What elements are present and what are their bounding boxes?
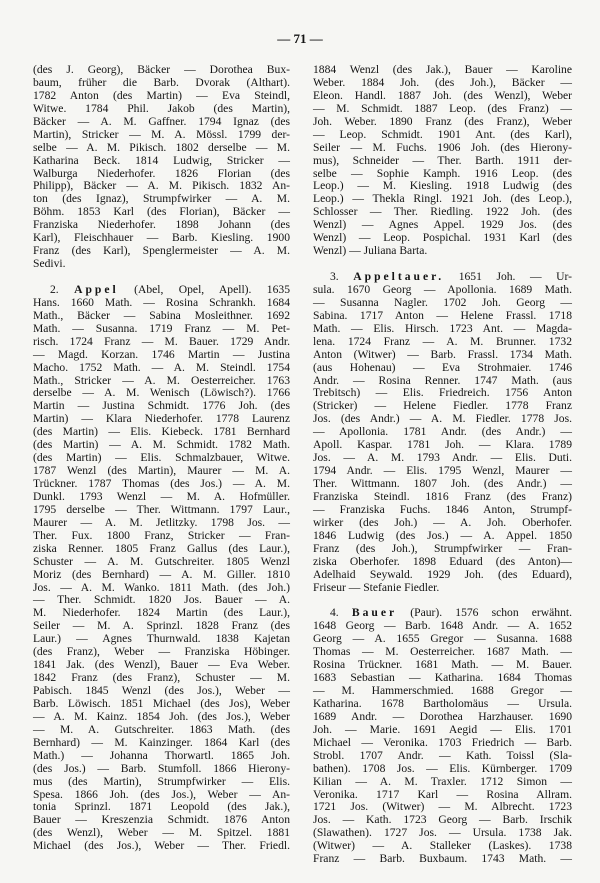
text-line: Strobl. 1707 Andr. — Kath. Toissl (Sla-: [313, 748, 572, 762]
text-line: Wenzl) — Juliana Barta.: [313, 244, 428, 258]
text-line: Böhm. 1853 Karl (des Florian), Bäcker —: [33, 205, 290, 219]
text-line: Math. — Elis. Hirsch. 1723 Ant. — Magda-: [313, 321, 572, 335]
text-line: Franz — Barb. Buxbaum. 1743 Math. —: [313, 852, 572, 866]
text-line: ziska Oberhofer. 1898 Eduard (des Anton)—: [313, 554, 572, 568]
text-line: lena. 1724 Franz — A. M. Brunner. 1732: [313, 334, 572, 348]
text-line: Thomas — M. Oesterreicher. 1687 Math. —: [313, 645, 572, 659]
text-line: Laur.) — Agnes Thurnwald. 1838 Kajetan: [33, 632, 290, 646]
text-line: Katharina Beck. 1814 Ludwig, Stricker —: [33, 153, 290, 167]
text-line: 1884 Wenzl (des Jak.), Bauer — Karoline: [313, 63, 572, 76]
text-line: Martin — Justina Schmidt. 1776 Joh. (des: [33, 399, 290, 413]
text-line: Franziska Steindl. 1816 Franz (des Franz): [313, 489, 572, 503]
section-number: 4.: [330, 606, 339, 620]
page-number: — 71 —: [277, 31, 323, 46]
line-text: (Paur). 1576 schon erwähnt.: [410, 606, 573, 620]
text-line: Ther. Wittmann. 1807 Joh. (des Andr.) —: [313, 477, 572, 490]
text-line: (des Wenzl), Weber — M. Spitzel. 1881: [33, 826, 290, 840]
text-line: Hans. 1660 Math. — Rosina Schrankh. 1684: [33, 295, 290, 309]
text-line: Trückner. 1787 Thomas (des Jos.) — A. M.: [33, 477, 290, 490]
text-line: (des Martin) — Elis. Schmalzbauer, Witwe.: [33, 451, 290, 465]
text-line: Moriz (des Bernhard) — A. M. Giller. 1810: [33, 567, 290, 581]
text-line: — M. A. Gutschreiter. 1863 Math. (des: [33, 722, 290, 736]
text-line: Leop.) — M. Kiesling. 1918 Ludwig (des: [313, 179, 572, 193]
text-line: Pabisch. 1845 Wenzl (des Jos.), Weber —: [33, 684, 290, 697]
text-line: Sabina. 1717 Anton — Helene Frassl. 1718: [313, 308, 572, 322]
text-line: — M. Hammerschmied. 1688 Gregor —: [313, 684, 572, 697]
text-line: 1721 Jos. (Witwer) — M. Albrecht. 1723: [313, 800, 572, 814]
text-line: wirker (des Joh.) — A. Joh. Oberhofer.: [313, 515, 572, 529]
text-line: — Leop. Schmidt. 1901 Ant. (des Karl),: [313, 127, 572, 141]
text-line: (Slawathen). 1727 Jos. — Ursula. 1738 Jak.: [313, 826, 572, 840]
text-line: — Apollonia. 1781 Andr. (des Andr.) —: [313, 425, 572, 439]
text-line: derselbe — A. M. Wenisch (Löwisch?). 1766: [33, 386, 290, 400]
text-line: 1841 Jak. (des Wenzl), Bauer — Eva Weber.: [33, 658, 290, 672]
text-line: selbe — Sophie Kamph. 1916 Leop. (des: [313, 166, 572, 180]
paragraph: [33, 64, 290, 271]
text-line: Jos. — A. M. Wanko. 1811 Math. (des Joh.): [33, 580, 290, 594]
text-line: Anton (Witwer) — Barb. Frassl. 1734 Math.: [313, 347, 572, 361]
text-line: Witwe. 1784 Phil. Jakob (des Martin),: [33, 101, 290, 115]
line-text: (Abel, Opel, Apell). 1635: [134, 282, 290, 296]
text-line: Math., Stricker — A. M. Oesterreicher. 1763: [33, 373, 290, 387]
entry-section: [33, 284, 290, 853]
text-line: Schuster — A. M. Gutschreiter. 1805 Wenzl: [33, 554, 290, 568]
text-line: (aus Hohenau) — Eva Strohmaier. 1746: [313, 360, 572, 374]
text-line: selbe — A. M. Pikisch. 1802 derselbe — M.: [33, 140, 290, 154]
text-line: Michael (des Jos.), Weber — Ther. Friedl.: [33, 839, 290, 853]
text-line: 1782 Anton (des Martin) — Eva Steindl,: [33, 88, 290, 102]
text-line: sula. 1670 Georg — Apollonia. 1689 Math.: [313, 282, 572, 296]
text-line: Maurer — A. M. Jetlitzky. 1798 Jos. —: [33, 515, 290, 529]
text-line: Adelhaid Seywald. 1929 Joh. (des Eduard),: [313, 567, 572, 581]
family-name-heading: Bauer: [351, 606, 398, 620]
text-line: Trebitsch) — Elis. Friedreich. 1756 Anton: [313, 386, 572, 400]
line-text: 1651 Joh. — Ur-: [458, 270, 573, 283]
section-number: 3.: [330, 270, 339, 283]
text-line: Dunkl. 1793 Wenzl — M. A. Hofmüller.: [33, 489, 290, 503]
text-line: (des Martin) — A. M. Schmidt. 1782 Math.: [33, 438, 290, 452]
text-line: Wenzl) — Agnes Appel. 1929 Jos. (des: [313, 218, 572, 232]
family-name-heading: Appel: [74, 282, 119, 296]
text-line: M. Niederhofer. 1824 Martin (des Laur.),: [33, 606, 290, 620]
text-line: Bernhard) — M. Kainzinger. 1864 Karl (des: [33, 735, 290, 749]
text-line: Macho. 1752 Math. — A. M. Steindl. 1754: [33, 360, 290, 374]
text-line: ziska Renner. 1805 Franz Gallus (des Laur.),: [33, 541, 290, 555]
text-line: Andr. — Rosina Renner. 1747 Math. (aus: [313, 373, 572, 387]
text-line: risch. 1724 Franz — M. Bauer. 1729 Andr.: [33, 334, 290, 348]
text-line: Math.) — Johanna Thorwartl. 1865 Joh.: [33, 748, 290, 762]
text-line: Martin) — Klara Niederhofer. 1778 Laurenz: [33, 412, 290, 426]
text-line: Joh. Weber. 1890 Franz (des Franz), Weber: [313, 114, 572, 128]
text-line: Eleon. Handl. 1887 Joh. (des Wenzl), Weber: [313, 88, 572, 102]
text-line: mus (des Martin), Strumpfwirker — Elis.: [33, 774, 290, 788]
text-line: Spesa. 1866 Joh. (des Jos.), Weber — An-: [33, 787, 290, 801]
entry-section: [313, 607, 572, 866]
text-line: — Susanna Nagler. 1702 Joh. Georg —: [313, 295, 572, 309]
text-line: (des Franz), Weber — Franziska Höbinger.: [33, 645, 290, 659]
text-line: Franz (des Joh.), Strumpfwirker — Fran-: [313, 541, 572, 555]
text-line: Kilian — A. M. Traxler. 1712 Simon —: [313, 774, 572, 788]
text-line: 1794 Andr. — Elis. 1795 Wenzl, Maurer —: [313, 464, 572, 478]
text-line: Georg — A. 1655 Gregor — Susanna. 1688: [313, 632, 572, 646]
text-line: Barb. Löwisch. 1851 Michael (des Jos), Weber: [33, 696, 290, 710]
right-column: [313, 64, 572, 879]
left-column: [33, 64, 290, 866]
paragraph: [313, 64, 572, 258]
text-line: 1648 Georg — Barb. 1648 Andr. — A. 1652: [313, 619, 572, 633]
entry-section: [313, 271, 572, 594]
text-line: mus), Schneider — Ther. Barth. 1911 der-: [313, 153, 572, 167]
text-line: Joh. — Marie. 1691 Aegid — Elis. 1701: [313, 722, 572, 736]
text-line: (Witwer) — A. Stalleker (Laskes). 1738: [313, 839, 572, 853]
text-line: Jos. (des Andr.) — A. M. Fiedler. 1778 Jos.: [313, 412, 572, 426]
text-line: baum, früher die Barb. Dvorak (Althart).: [33, 75, 290, 89]
text-line: tonia Sprinzl. 1871 Leopold (des Jak.),: [33, 800, 290, 814]
text-line: Karl), Fleischhauer — Barb. Kiesling. 1900: [33, 231, 290, 245]
text-line: Franziska Niederhofer. 1898 Johann (des: [33, 218, 290, 232]
text-line: Jos. — Kath. 1723 Georg — Barb. Irschik: [313, 813, 572, 827]
text-line: Weber. 1884 Joh. (des Joh.), Bäcker —: [313, 75, 572, 89]
family-name-heading: Appeltauer.: [353, 270, 445, 283]
text-line: [33, 284, 290, 297]
text-line: bathen). 1708 Jos. — Elis. Kürnberger. 1709: [313, 761, 572, 775]
text-line: Jos. — A. M. 1793 Andr. — Elis. Duti.: [313, 451, 572, 465]
text-line: (des Martin) — Elis. Kiebeck. 1781 Bernhard: [33, 425, 290, 439]
text-line: [313, 271, 572, 284]
text-line: Katharina. 1678 Bartholomäus — Ursula.: [313, 696, 572, 710]
text-line: Leop.) — Thekla Ringl. 1921 Joh. (des Leop.),: [313, 192, 572, 206]
text-line: ton (des Ignaz), Strumpfwirker — A. M.: [33, 192, 290, 206]
text-line: (des Jos.) — Barb. Stumfoll. 1866 Hierony-: [33, 761, 290, 775]
text-line: Sedivi.: [33, 257, 66, 271]
text-line: Seiler — M. A. Sprinzl. 1828 Franz (des: [33, 619, 290, 633]
text-line: 1787 Wenzl (des Martin), Maurer — M. A.: [33, 464, 290, 478]
text-line: Ther. Fux. 1800 Franz, Stricker — Fran-: [33, 528, 290, 542]
text-line: Bäcker — A. M. Gaffner. 1794 Ignaz (des: [33, 114, 290, 128]
text-line: (Stricker) — Helene Fiedler. 1778 Franz: [313, 399, 572, 413]
text-line: Math. — Susanna. 1719 Franz — M. Pet-: [33, 321, 290, 335]
text-line: — Franziska Fuchs. 1846 Anton, Strumpf-: [313, 502, 572, 516]
text-line: Math., Bäcker — Sabina Mosleithner. 1692: [33, 308, 290, 322]
text-line: Franz (des Karl), Spenglermeister — A. M.: [33, 244, 290, 258]
text-line: — Magd. Korzan. 1746 Martin — Justina: [33, 347, 290, 361]
text-line: Philipp), Bäcker — A. M. Pikisch. 1832 An-: [33, 179, 290, 193]
text-line: (des J. Georg), Bäcker — Dorothea Bux-: [33, 63, 290, 76]
text-line: Seiler — M. Fuchs. 1906 Joh. (des Hierony-: [313, 140, 572, 154]
text-line: — M. Schmidt. 1887 Leop. (des Franz) —: [313, 101, 572, 115]
text-line: 1683 Sebastian — Katharina. 1684 Thomas: [313, 671, 572, 685]
text-line: Friseur — Stefanie Fiedler.: [313, 580, 440, 594]
text-line: Apoll. Kaspar. 1781 Joh. — Klara. 1789: [313, 438, 572, 452]
text-line: 1842 Franz (des Franz), Schuster — M.: [33, 671, 290, 685]
text-line: Bauer — Kreszenzia Schmidt. 1876 Anton: [33, 813, 290, 827]
text-line: 1846 Ludwig (des Jos.) — A. Appel. 1850: [313, 528, 572, 542]
section-number: 2.: [50, 282, 59, 296]
text-line: Michael — Veronika. 1703 Friedrich — Barb.: [313, 735, 572, 749]
text-line: Wenzl) — Leop. Pospichal. 1931 Karl (des: [313, 231, 572, 245]
text-line: 1795 derselbe — Ther. Wittmann. 1797 Laur.,: [33, 502, 290, 516]
text-line: 1689 Andr. — Dorothea Harzhauser. 1690: [313, 709, 572, 723]
text-line: Veronika. 1717 Karl — Rosina Allram.: [313, 787, 572, 801]
text-line: Rosina Trückner. 1681 Math. — M. Bauer.: [313, 658, 572, 672]
text-line: — A. M. Kainz. 1854 Joh. (des Jos.), Weber: [33, 709, 290, 723]
text-line: Schlosser — Ther. Riedling. 1922 Joh. (des: [313, 205, 572, 219]
text-line: Walburga Niederhofer. 1826 Florian (des: [33, 166, 290, 180]
text-line: Martin), Stricker — M. A. Mössl. 1799 der-: [33, 127, 290, 141]
text-line: — Ther. Schmidt. 1820 Jos. Bauer — A.: [33, 593, 290, 607]
